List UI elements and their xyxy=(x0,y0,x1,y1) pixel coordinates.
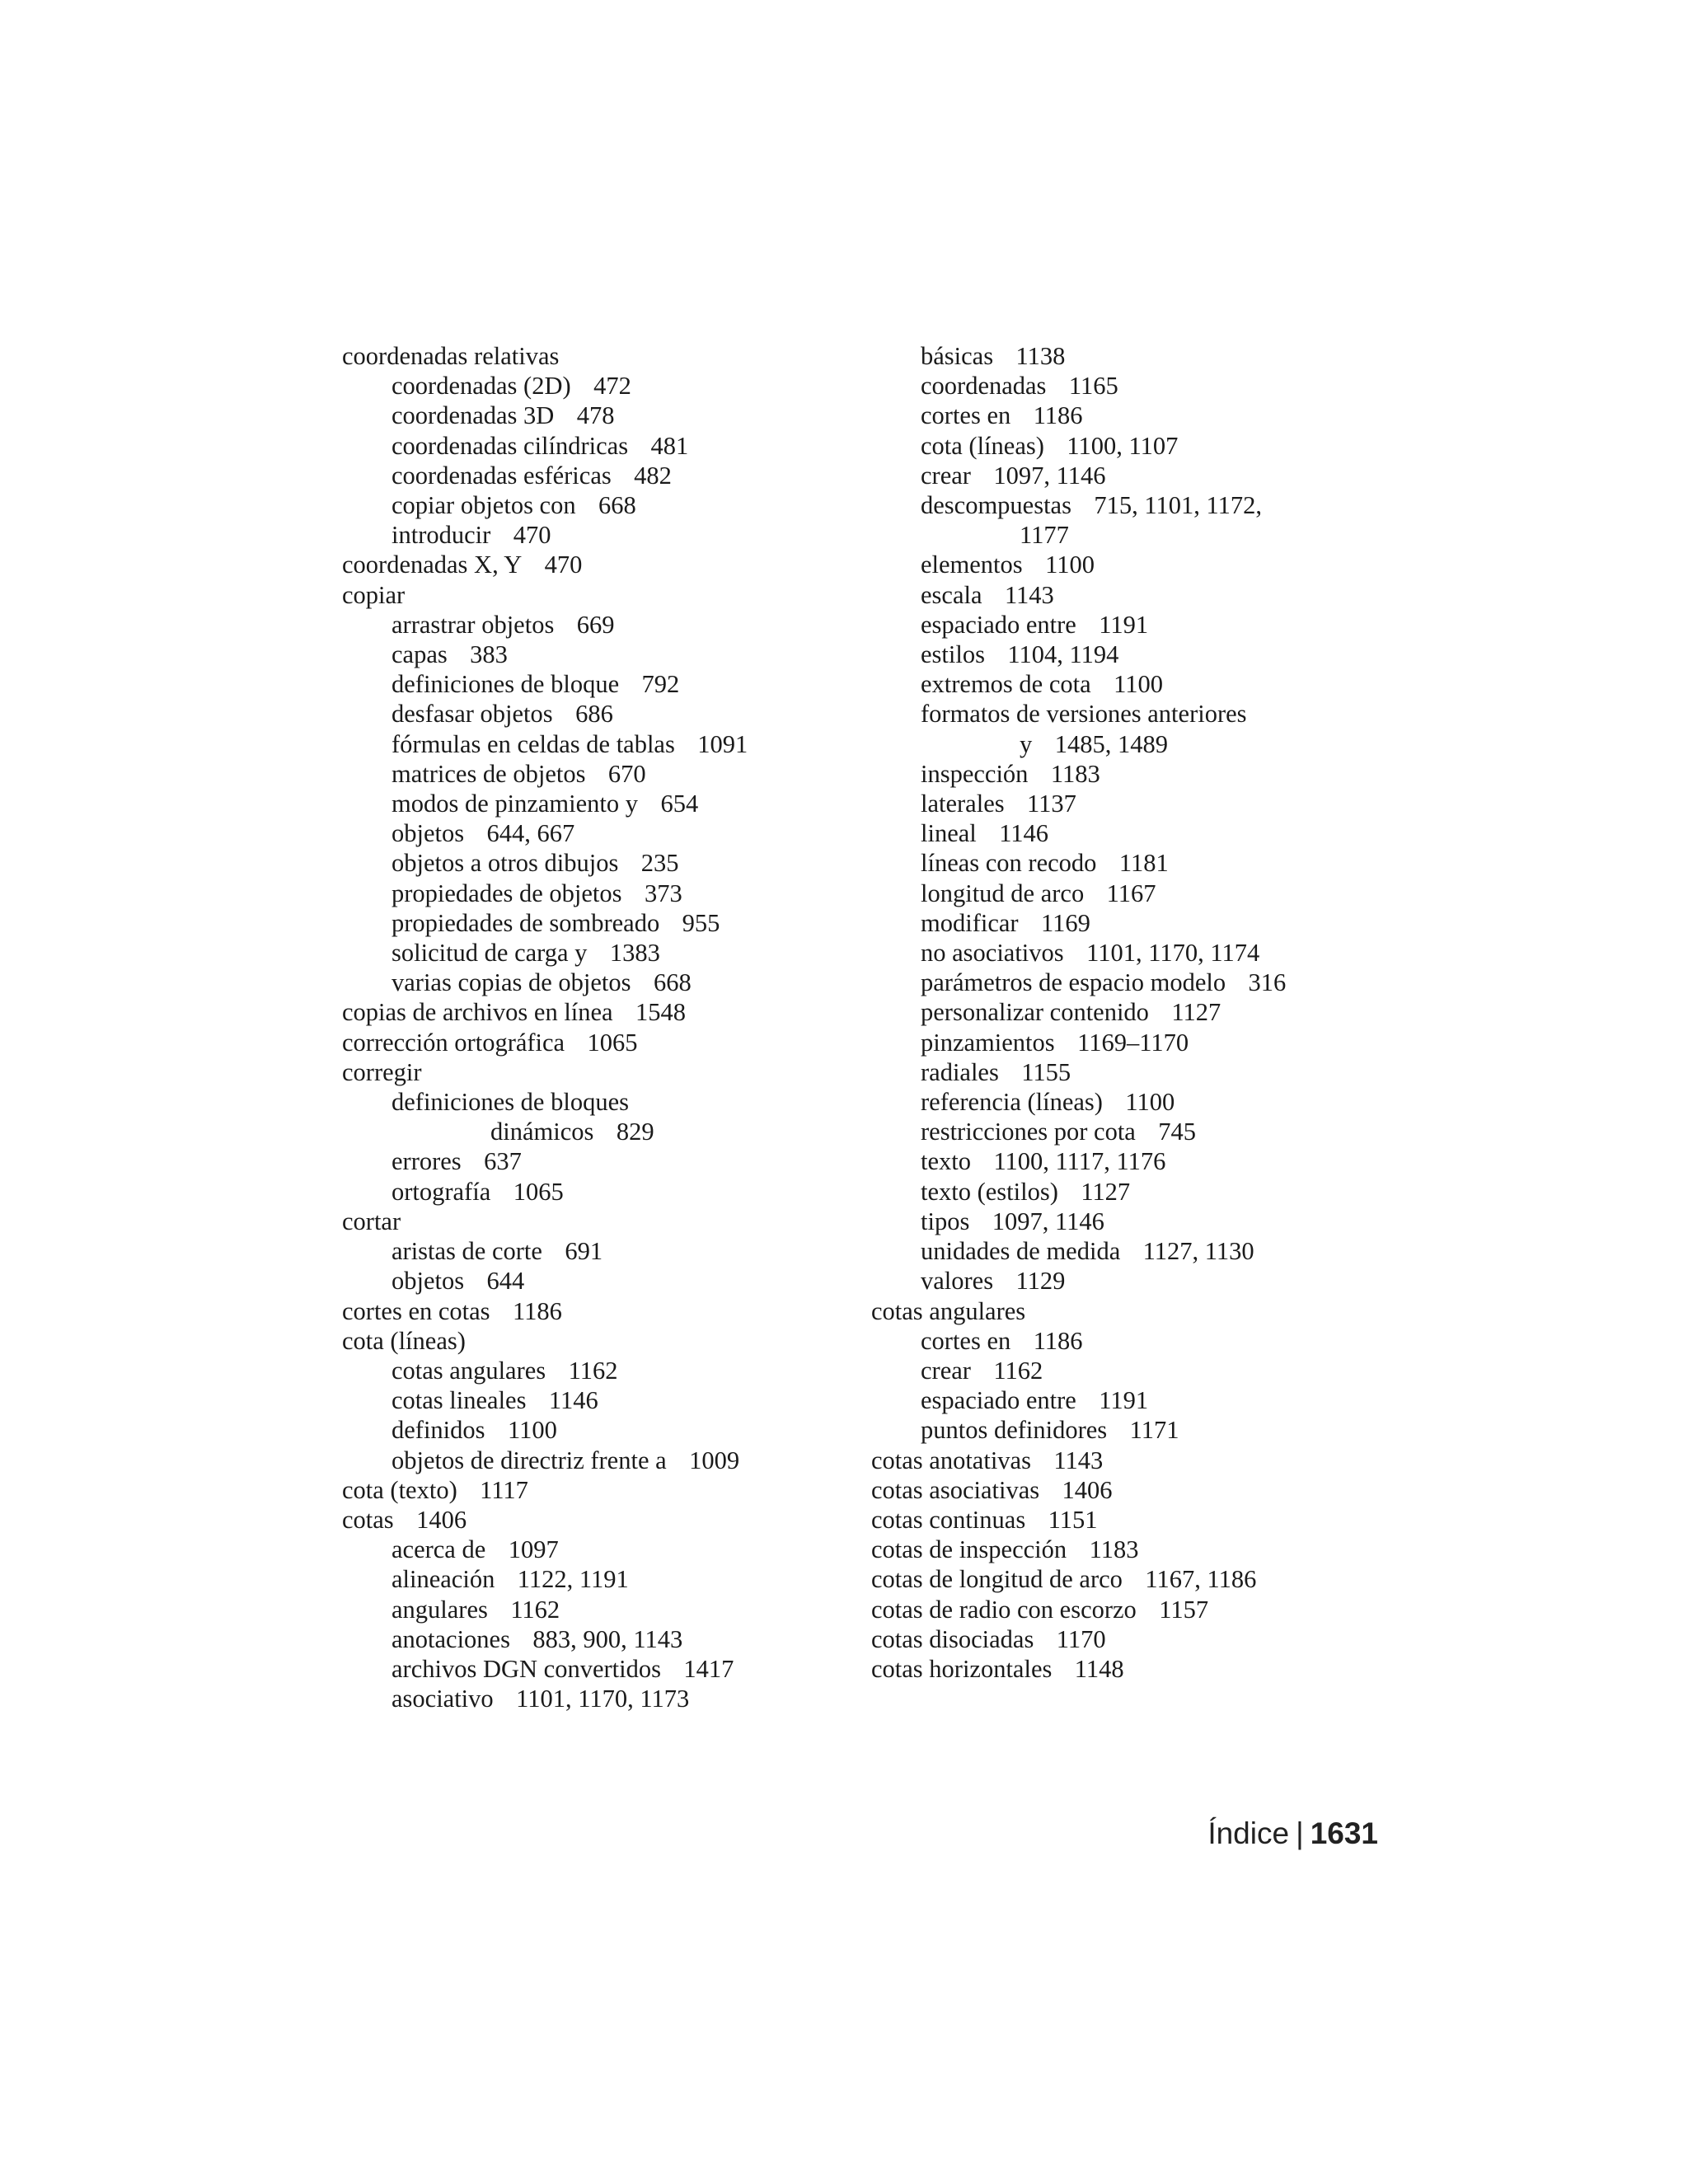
index-term: objetos de directriz frente a xyxy=(392,1446,667,1474)
index-term: espaciado entre xyxy=(921,1386,1076,1415)
index-term: fórmulas en celdas de tablas xyxy=(392,729,675,758)
index-subentry xyxy=(342,1535,853,1564)
index-subentry xyxy=(871,1146,1399,1176)
index-term: básicas xyxy=(921,342,994,370)
index-page-ref: 1406 xyxy=(1062,1475,1113,1504)
index-term: cotas anotativas xyxy=(871,1446,1031,1474)
index-subentry xyxy=(342,699,853,729)
index-subentry xyxy=(342,1087,853,1117)
index-page-ref: 1100 xyxy=(507,1416,557,1445)
index-page-ref: 1137 xyxy=(1027,790,1076,818)
index-subentry xyxy=(342,431,853,461)
index-subentry xyxy=(342,669,853,699)
index-page-ref: 1097, 1146 xyxy=(992,1207,1104,1235)
index-page-ref: 478 xyxy=(576,401,615,430)
index-subentry xyxy=(342,968,853,997)
index-page-ref: 373 xyxy=(644,879,682,907)
index-term: angulares xyxy=(392,1595,488,1624)
index-entry xyxy=(342,997,853,1027)
index-subentry xyxy=(871,580,1399,610)
index-page-ref: 1169 xyxy=(1041,908,1090,937)
index-entry xyxy=(342,1207,853,1236)
index-entry xyxy=(342,1505,853,1535)
index-entry xyxy=(342,1028,853,1057)
index-subentry xyxy=(342,1177,853,1207)
index-term: crear xyxy=(921,461,971,490)
index-subentry xyxy=(342,1356,853,1385)
index-subentry xyxy=(342,1266,853,1296)
index-page-ref: 955 xyxy=(682,908,720,937)
index-term: laterales xyxy=(921,790,1005,818)
index-entry xyxy=(342,1326,853,1356)
index-subentry xyxy=(342,1385,853,1415)
index-subentry xyxy=(342,879,853,908)
index-subentry xyxy=(342,401,853,430)
index-subentry xyxy=(342,1117,853,1146)
index-page-ref: 1169–1170 xyxy=(1077,1028,1189,1057)
index-term: escala xyxy=(921,580,982,609)
index-entry xyxy=(871,1624,1399,1654)
index-subentry xyxy=(871,1087,1399,1117)
index-term: puntos definidores xyxy=(921,1416,1108,1445)
index-subentry xyxy=(342,1564,853,1594)
index-term: unidades de medida xyxy=(921,1237,1121,1266)
index-term: coordenadas (2D) xyxy=(392,372,571,401)
index-entry xyxy=(871,1475,1399,1505)
index-entry xyxy=(871,1564,1399,1594)
index-term: cortes en cotas xyxy=(342,1296,490,1325)
index-page-ref: 1100, 1107 xyxy=(1067,431,1179,460)
index-entry xyxy=(342,580,853,610)
index-term: ortografía xyxy=(392,1177,491,1206)
index-entry xyxy=(342,1475,853,1505)
index-subentry xyxy=(342,640,853,669)
index-subentry xyxy=(342,1595,853,1624)
index-page-ref: 1101, 1170, 1173 xyxy=(516,1685,690,1713)
index-page-ref: 883, 900, 1143 xyxy=(532,1624,683,1653)
index-page-ref: 644 xyxy=(486,1267,525,1296)
index-term: parámetros de espacio modelo xyxy=(921,968,1226,997)
index-subentry xyxy=(871,968,1399,997)
index-subentry xyxy=(871,908,1399,938)
index-term: referencia (líneas) xyxy=(921,1088,1103,1117)
index-subentry xyxy=(871,371,1399,401)
index-page-ref: 1146 xyxy=(999,819,1049,848)
footer-section-title: Índice xyxy=(1207,1816,1290,1850)
index-subentry xyxy=(342,1684,853,1713)
index-subentry xyxy=(871,520,1399,550)
index-subentry xyxy=(871,879,1399,908)
index-term: valores xyxy=(921,1267,994,1296)
index-subentry xyxy=(871,1356,1399,1385)
index-page-ref: 1177 xyxy=(1020,521,1069,550)
index-term: matrices de objetos xyxy=(392,759,586,788)
index-page-ref: 670 xyxy=(607,759,646,788)
index-page-ref: 1117 xyxy=(480,1475,528,1504)
index-subentry xyxy=(342,371,853,401)
index-term: definiciones de bloques xyxy=(392,1088,629,1117)
index-page-ref: 1100, 1117, 1176 xyxy=(993,1147,1166,1176)
index-term: coordenadas esféricas xyxy=(392,461,612,490)
index-term: longitud de arco xyxy=(921,879,1085,907)
index-entry xyxy=(871,1296,1399,1326)
index-entry xyxy=(342,1057,853,1087)
index-page-ref: 1171 xyxy=(1129,1416,1179,1445)
index-subentry xyxy=(871,1385,1399,1415)
index-page-ref: 1091 xyxy=(697,729,748,758)
index-page-ref: 745 xyxy=(1158,1118,1197,1146)
index-term: alineación xyxy=(392,1565,495,1594)
index-term: acerca de xyxy=(392,1535,486,1564)
index-page-ref: 1151 xyxy=(1048,1505,1098,1534)
index-page-ref: 1162 xyxy=(993,1356,1043,1385)
index-subentry xyxy=(871,938,1399,968)
index-page-ref: 470 xyxy=(544,551,583,579)
index-term: copias de archivos en línea xyxy=(342,998,613,1027)
index-subentry xyxy=(871,1207,1399,1236)
index-term: restricciones por cota xyxy=(921,1118,1136,1146)
index-term: cotas disociadas xyxy=(871,1624,1034,1653)
index-page-ref: 1104, 1194 xyxy=(1007,640,1119,669)
index-page-ref: 1101, 1170, 1174 xyxy=(1086,939,1260,968)
index-subentry xyxy=(342,461,853,490)
index-page-ref: 1167, 1186 xyxy=(1145,1565,1257,1594)
index-term: arrastrar objetos xyxy=(392,610,555,639)
index-subentry xyxy=(871,729,1399,759)
index-term: cotas xyxy=(342,1505,394,1534)
index-page-ref: 1162 xyxy=(568,1356,618,1385)
index-page-ref: 668 xyxy=(653,968,692,997)
index-subentry xyxy=(871,490,1399,520)
index-subentry xyxy=(871,610,1399,640)
index-term: aristas de corte xyxy=(392,1237,542,1266)
index-subentry xyxy=(871,669,1399,699)
index-subentry xyxy=(871,461,1399,490)
index-subentry xyxy=(342,1446,853,1475)
index-subentry xyxy=(342,818,853,848)
index-page-ref: 1162 xyxy=(510,1595,560,1624)
index-term: coordenadas cilíndricas xyxy=(392,431,629,460)
index-term: cotas de inspección xyxy=(871,1535,1067,1564)
index-page-ref: 1191 xyxy=(1099,610,1149,639)
index-term: cortar xyxy=(342,1207,401,1235)
index-page-ref: 1165 xyxy=(1068,372,1118,401)
index-entry xyxy=(871,1505,1399,1535)
index-subentry xyxy=(342,759,853,789)
index-term: personalizar contenido xyxy=(921,998,1149,1027)
index-subentry xyxy=(871,699,1399,729)
index-page-ref: 1097, 1146 xyxy=(993,461,1106,490)
index-term: modificar xyxy=(921,908,1019,937)
index-term: copiar objetos con xyxy=(392,491,576,520)
index-term: cota (texto) xyxy=(342,1475,457,1504)
index-term: estilos xyxy=(921,640,985,669)
index-term: varias copias de objetos xyxy=(392,968,631,997)
index-term: cotas angulares xyxy=(392,1356,546,1385)
index-subentry xyxy=(871,1236,1399,1266)
index-page-ref: 1148 xyxy=(1074,1654,1124,1683)
index-page-ref: 1485, 1489 xyxy=(1054,729,1168,758)
index-term: definidos xyxy=(392,1416,485,1445)
index-page-ref: 1548 xyxy=(635,998,687,1027)
index-term: definiciones de bloque xyxy=(392,670,620,699)
index-term: asociativo xyxy=(392,1685,494,1713)
index-page-ref: 1129 xyxy=(1015,1267,1066,1296)
index-term: lineal xyxy=(921,819,977,848)
index-subentry xyxy=(871,401,1399,430)
index-term: corrección ortográfica xyxy=(342,1028,565,1057)
index-term: extremos de cota xyxy=(921,670,1091,699)
index-term: anotaciones xyxy=(392,1624,510,1653)
index-entry xyxy=(342,341,853,371)
index-page-ref: 654 xyxy=(660,790,699,818)
index-page-ref: 1127 xyxy=(1081,1177,1131,1206)
index-entry xyxy=(871,1654,1399,1684)
index-subentry xyxy=(871,1057,1399,1087)
index-subentry xyxy=(871,1117,1399,1146)
index-page-ref: 715, 1101, 1172, xyxy=(1094,491,1263,520)
index-page-ref: 1146 xyxy=(548,1386,598,1415)
index-term: líneas con recodo xyxy=(921,849,1097,878)
index-term: formatos de versiones anteriores xyxy=(921,700,1247,729)
index-subentry xyxy=(871,1326,1399,1356)
index-subentry xyxy=(342,610,853,640)
index-term: coordenadas xyxy=(921,372,1047,401)
index-page-ref: 235 xyxy=(640,849,679,878)
index-term: texto xyxy=(921,1147,971,1176)
index-term: copiar xyxy=(342,580,406,609)
index-term: corregir xyxy=(342,1057,422,1086)
index-term: cotas horizontales xyxy=(871,1654,1053,1683)
index-subentry xyxy=(871,640,1399,669)
index-term: propiedades de objetos xyxy=(392,879,622,907)
index-term: radiales xyxy=(921,1057,999,1086)
index-entry xyxy=(871,1446,1399,1475)
index-subentry xyxy=(342,1236,853,1266)
index-page-ref: 1186 xyxy=(1033,1326,1083,1355)
index-subentry xyxy=(871,759,1399,789)
index-term: dinámicos xyxy=(490,1118,594,1146)
index-term: y xyxy=(1020,729,1033,758)
index-page-ref: 1100 xyxy=(1125,1088,1175,1117)
index-term: objetos xyxy=(392,1267,465,1296)
index-term: cotas angulares xyxy=(871,1296,1026,1325)
index-term: objetos xyxy=(392,819,465,848)
index-page-ref: 1127 xyxy=(1171,998,1221,1027)
index-page-ref: 691 xyxy=(565,1237,603,1266)
index-subentry xyxy=(871,1177,1399,1207)
index-entry xyxy=(871,1595,1399,1624)
index-page-ref: 1157 xyxy=(1159,1595,1209,1624)
index-term: texto (estilos) xyxy=(921,1177,1058,1206)
index-page-ref: 1417 xyxy=(683,1654,734,1683)
index-page-ref: 1097 xyxy=(508,1535,559,1564)
index-term: espaciado entre xyxy=(921,610,1076,639)
index-subentry xyxy=(871,550,1399,579)
index-page-ref: 1143 xyxy=(1053,1446,1104,1474)
index-page-ref: 1186 xyxy=(1033,401,1083,430)
index-term: cortes en xyxy=(921,1326,1011,1355)
index-page-ref: 669 xyxy=(576,610,615,639)
index-page-ref: 1009 xyxy=(689,1446,740,1474)
index-subentry xyxy=(342,938,853,968)
index-page-ref: 644, 667 xyxy=(486,819,575,848)
index-term: no asociativos xyxy=(921,939,1064,968)
index-page-ref: 686 xyxy=(575,700,613,729)
index-term: cotas continuas xyxy=(871,1505,1026,1534)
index-page-ref: 472 xyxy=(593,372,631,401)
index-subentry xyxy=(342,729,853,759)
index-page-ref: 1127, 1130 xyxy=(1142,1237,1254,1266)
index-term: solicitud de carga y xyxy=(392,939,588,968)
index-subentry xyxy=(871,997,1399,1027)
index-subentry xyxy=(342,848,853,878)
index-term: elementos xyxy=(921,551,1023,579)
index-subentry xyxy=(342,1624,853,1654)
index-page-ref: 1383 xyxy=(609,939,660,968)
index-term: inspección xyxy=(921,759,1029,788)
index-term: objetos a otros dibujos xyxy=(392,849,619,878)
index-page-ref: 668 xyxy=(598,491,636,520)
index-page-ref: 829 xyxy=(616,1118,654,1146)
index-page-ref: 1181 xyxy=(1118,849,1169,878)
index-subentry xyxy=(871,341,1399,371)
index-entry xyxy=(342,1296,853,1326)
page-footer xyxy=(1207,1816,1378,1851)
index-term: cota (líneas) xyxy=(342,1326,466,1355)
index-subentry xyxy=(342,1415,853,1445)
index-term: capas xyxy=(392,640,448,669)
index-subentry xyxy=(871,1028,1399,1057)
index-page-ref: 1143 xyxy=(1004,580,1054,609)
index-term: cotas de longitud de arco xyxy=(871,1565,1123,1594)
footer-separator: | xyxy=(1296,1816,1304,1850)
index-subentry xyxy=(871,431,1399,461)
index-term: cortes en xyxy=(921,401,1011,430)
index-entry xyxy=(342,550,853,579)
index-term: modos de pinzamiento y xyxy=(392,790,639,818)
index-subentry xyxy=(342,908,853,938)
index-term: introducir xyxy=(392,521,491,550)
index-page-ref: 1406 xyxy=(416,1505,467,1534)
index-subentry xyxy=(871,1266,1399,1296)
index-term: propiedades de sombreado xyxy=(392,908,660,937)
index-page-ref: 316 xyxy=(1248,968,1287,997)
index-page-ref: 1065 xyxy=(513,1177,564,1206)
page-number: 1631 xyxy=(1310,1816,1378,1850)
index-term: cotas asociativas xyxy=(871,1475,1040,1504)
index-term: coordenadas 3D xyxy=(392,401,555,430)
index-subentry xyxy=(342,520,853,550)
index-subentry xyxy=(342,1146,853,1176)
index-page-ref: 1183 xyxy=(1089,1535,1139,1564)
index-page-ref: 792 xyxy=(641,670,680,699)
index-page-ref: 1170 xyxy=(1056,1624,1106,1653)
index-page-ref: 1155 xyxy=(1021,1057,1071,1086)
index-term: archivos DGN convertidos xyxy=(392,1654,661,1683)
index-term: cota (líneas) xyxy=(921,431,1044,460)
index-term: coordenadas X, Y xyxy=(342,551,523,579)
index-subentry xyxy=(342,1654,853,1684)
index-page-ref: 1167 xyxy=(1106,879,1156,907)
index-term: tipos xyxy=(921,1207,970,1235)
index-page-ref: 1065 xyxy=(587,1028,638,1057)
index-subentry xyxy=(871,1415,1399,1445)
index-page-ref: 1183 xyxy=(1050,759,1100,788)
index-term: descompuestas xyxy=(921,491,1071,520)
index-column-right xyxy=(871,341,1399,1684)
index-term: cotas lineales xyxy=(392,1386,527,1415)
index-term: pinzamientos xyxy=(921,1028,1055,1057)
index-term: errores xyxy=(392,1147,462,1176)
index-page-ref: 383 xyxy=(470,640,508,669)
index-term: coordenadas relativas xyxy=(342,342,560,370)
index-subentry xyxy=(871,789,1399,818)
index-page-ref: 470 xyxy=(513,521,551,550)
index-page-ref: 1138 xyxy=(1015,342,1066,370)
index-term: crear xyxy=(921,1356,971,1385)
index-page-ref: 482 xyxy=(634,461,672,490)
index-subentry xyxy=(871,818,1399,848)
index-page-ref: 1100 xyxy=(1045,551,1095,579)
index-term: desfasar objetos xyxy=(392,700,553,729)
index-page-ref: 1186 xyxy=(512,1296,562,1325)
index-page-ref: 1100 xyxy=(1114,670,1163,699)
index-page-ref: 637 xyxy=(484,1147,522,1176)
index-subentry xyxy=(342,789,853,818)
index-term: cotas de radio con escorzo xyxy=(871,1595,1137,1624)
index-entry xyxy=(871,1535,1399,1564)
index-page-ref: 1191 xyxy=(1099,1386,1149,1415)
index-subentry xyxy=(871,848,1399,878)
index-subentry xyxy=(342,490,853,520)
index-page-ref: 481 xyxy=(650,431,689,460)
index-page-ref: 1122, 1191 xyxy=(517,1565,629,1594)
index-column-left xyxy=(342,341,853,1713)
